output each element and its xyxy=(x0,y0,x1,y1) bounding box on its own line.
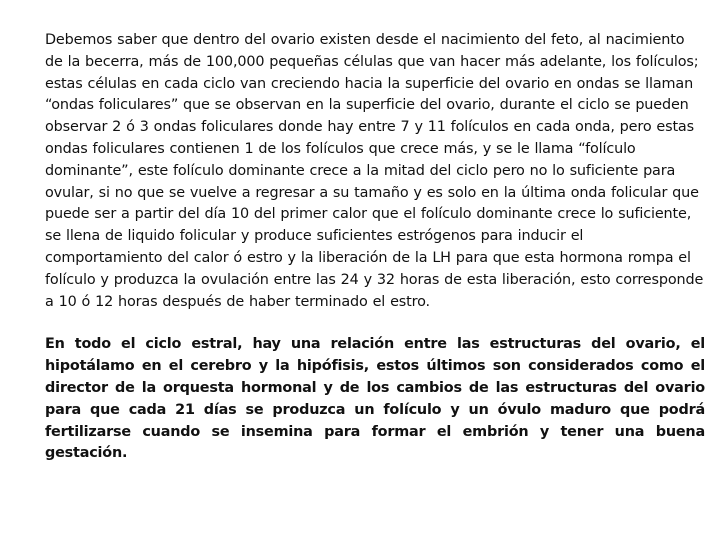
paragraph-estrous-cycle: En todo el ciclo estral, hay una relación entre las estructuras del ovario, el hipotálamo en el cerebro y la hipófisis, estos últimos son considerados como el director de la orquesta hormonal y de los cambios de las estructuras del ovario para que cada 21 días se produzca un folículo y un óvulo maduro que podrá fertilizarse cuando se insemina para formar el embrión y tener una buena gestación. xyxy=(45,336,705,462)
document-page xyxy=(45,30,705,465)
paragraph-ovarian-follicles: Debemos saber que dentro del ovario existen desde el nacimiento del feto, al nacimiento de la becerra, más de 100,000 pequeñas células que van hacer más adelante, los folículos; estas células en cada ciclo van creciendo hacia la superficie del ovario en ondas se llaman “ondas foliculares” que se observan en la superficie del ovario, durante el ciclo se pueden observar 2 ó 3 ondas foliculares donde hay entre 7 y 11 folículos en cada onda, pero estas ondas foliculares contienen 1 de los folículos que crece más, y se le llama “folículo dominante”, este folículo dominante crece a la mitad del ciclo pero no lo suficiente para ovular, si no que se vuelve a regresar a su tamaño y es solo en la última onda folicular que puede ser a partir del día 10 del primer calor que el folículo dominante crece lo suficiente, se llena de liquido folicular y produce suficientes estrógenos para inducir el comportamiento del calor ó estro y la liberación de la LH para que esta hormona rompa el folículo y produzca la ovulación entre las 24 y 32 horas de esta liberación, esto corresponde a 10 ó 12 horas después de haber terminado el estro. xyxy=(45,32,704,310)
